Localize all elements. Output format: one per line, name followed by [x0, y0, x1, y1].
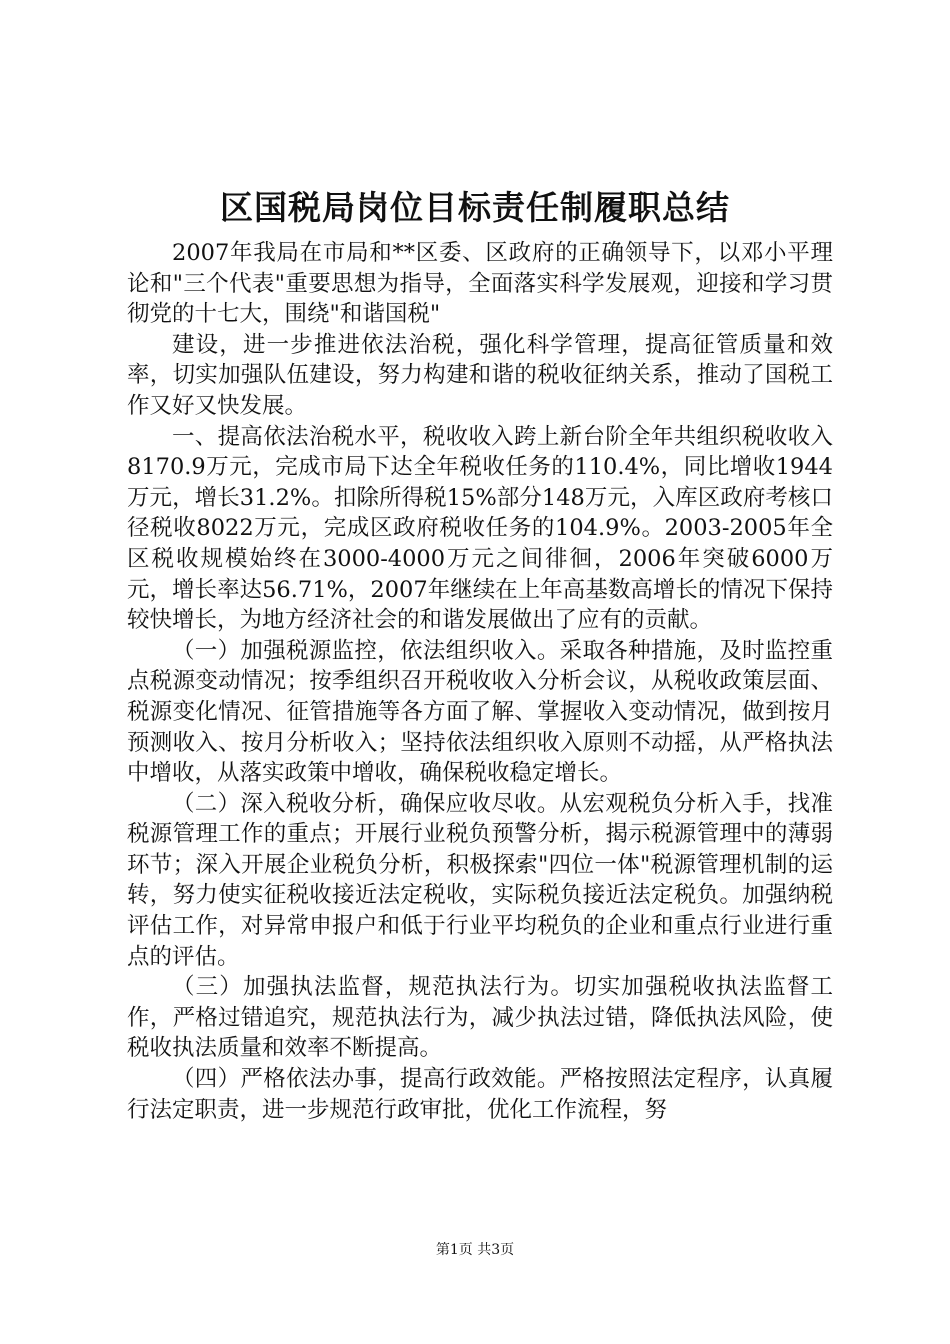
document-title: 区国税局岗位目标责任制履职总结 [220, 188, 730, 227]
paragraph-item-1: （一）加强税源监控，依法组织收入。采取各种措施，及时监控重点税源变动情况；按季组织召开税收收入分析会议，从税收政策层面、税源变化情况、征管措施等各方面了解、掌握收入变动情况，做到按月预测收入、按月分析收入；坚持依法组织收入原则不动摇，从严格执法中增收，从落实政策中增收，确保税收稳定增长。 [127, 637, 833, 787]
paragraph-intro-continued: 建设，进一步推进依法治税，强化科学管理，提高征管质量和效率，切实加强队伍建设，努力构建和谐的税收征纳关系，推动了国税工作又好又快发展。 [127, 331, 833, 419]
page-number-footer: 第1页 共3页 [435, 1242, 515, 1258]
paragraph-item-4: （四）严格依法办事，提高行政效能。严格按照法定程序，认真履行法定职责，进一步规范行政审批，优化工作流程，努 [127, 1066, 833, 1123]
paragraph-item-2: （二）深入税收分析，确保应收尽收。从宏观税负分析入手，找准税源管理工作的重点；开展行业税负预警分析，揭示税源管理中的薄弱环节；深入开展企业税负分析，积极探索"四位一体"税源管理机制的运转，努力使实征税收接近法定税收，实际税负接近法定税负。加强纳税评估工作，对异常申报户和低于行业平均税负的企业和重点行业进行重点的评估。 [127, 790, 833, 970]
paragraph-item-3: （三）加强执法监督，规范执法行为。切实加强税收执法监督工作，严格过错追究，规范执法行为，减少执法过错，降低执法风险，使税收执法质量和效率不断提高。 [127, 974, 833, 1062]
document-body [127, 238, 833, 1125]
paragraph-intro: 2007年我局在市局和**区委、区政府的正确领导下，以邓小平理论和"三个代表"重要思想为指导，全面落实科学发展观，迎接和学习贯彻党的十七大，围绕"和谐国税" [127, 240, 833, 328]
paragraph-section-1: 一、提高依法治税水平，税收收入跨上新台阶全年共组织税收收入8170.9万元，完成市局下达全年税收任务的110.4%，同比增收1944万元，增长31.2%。扣除所得税15%部分148万元，入库区政府考核口径税收8022万元，完成区政府税收任务的104.9%。2003-2005年全区税收规模始终在3000-4000万元之间徘徊，2006年突破6000万元，增长率达56.71%，2007年继续在上年高基数高增长的情况下保持较快增长，为地方经济社会的和谐发展做出了应有的贡献。 [127, 423, 833, 634]
